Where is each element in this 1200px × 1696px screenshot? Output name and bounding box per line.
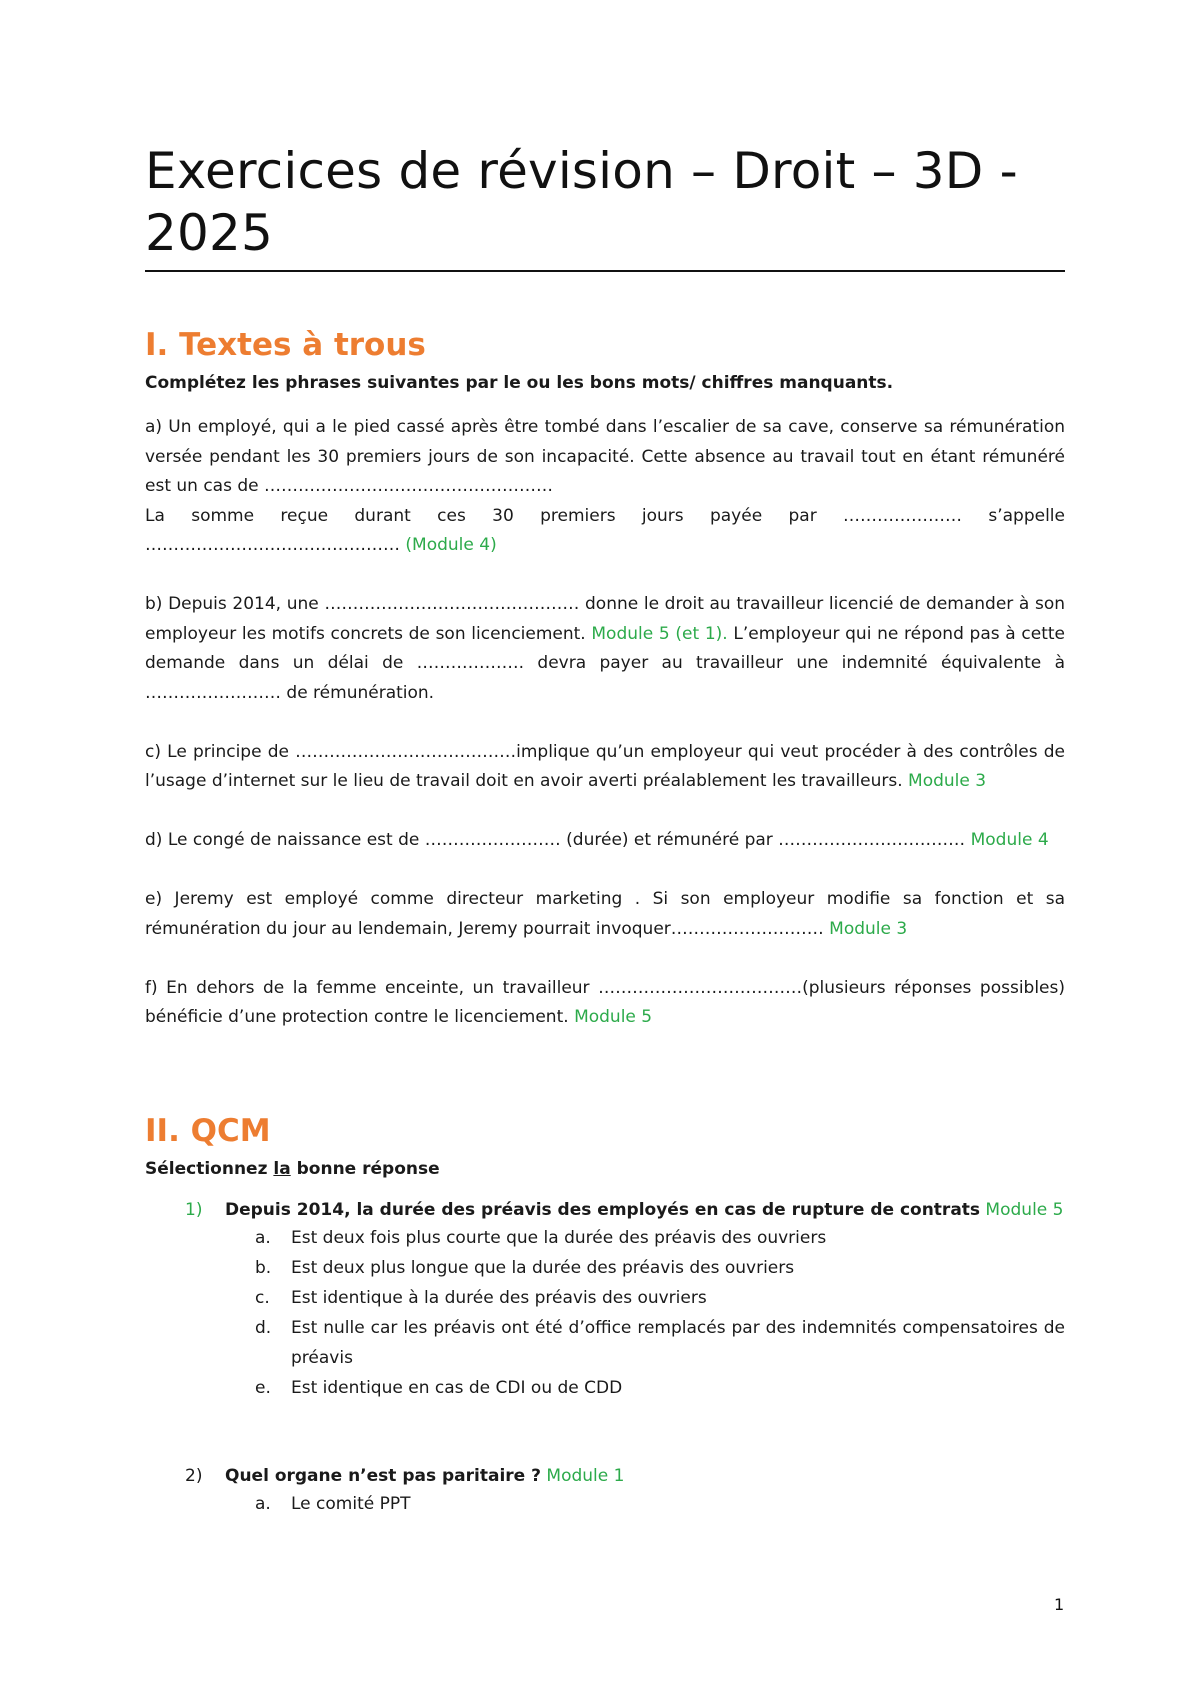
module-reference: Module 3 [908,771,987,791]
document-title: Exercices de révision – Droit – 3D - 2025 [145,142,1018,262]
question-1-option-d: d. Est nulle car les préavis ont été d’office remplacés par des indemnités compensatoires de préavis [255,1317,1065,1368]
question-1-option-c: c. Est identique à la durée des préavis des ouvriers [255,1287,707,1308]
module-reference: Module 3 [829,918,908,939]
question-2-title: 2) Quel organe n’est pas paritaire ? Module 1 [185,1465,625,1486]
title-underline [145,270,1065,272]
section-2-heading: II. QCM [145,1112,271,1149]
exercise-a-text-2: La somme reçue durant ces 30 premiers jours payée par ………………… s’appelle ……………………………………… (Module 4) [145,505,1065,555]
exercise-a [145,413,1065,561]
exercise-d: d) Le congé de naissance est de …………………… (durée) et rémunéré par …………………………… Module 4 [145,830,1049,850]
question-1-option-a: a. Est deux fois plus courte que la durée des préavis des ouvriers [255,1227,827,1248]
section-1-heading: I. Textes à trous [145,327,426,363]
module-reference: Module 4 [970,830,1049,850]
question-1 [145,1197,1065,1403]
exercise-f: f) En dehors de la femme enceinte, un travailleur ………………………………(plusieurs réponses possibles) bénéficie d’une protection contre le licenciement. Module 5 [145,977,1065,1027]
question-1-option-e: e. Est identique en cas de CDI ou de CDD [255,1377,623,1398]
exercise-e: e) Jeremy est employé comme directeur marketing . Si son employeur modifie sa fonction et sa rémunération du jour au lendemain, Jeremy pourrait invoquer……………………… Module 3 [145,889,1065,939]
module-reference: Module 5 (et 1). [591,623,728,644]
exercise-a-text-1: a) Un employé, qui a le pied cassé après être tombé dans l’escalier de sa cave, conserve sa rémunération versée pendant les 30 premiers jours de son incapacité. Cette absence au travail tout en étant rémunéré est un cas de …………………………………………… [145,417,1065,496]
module-reference: Module 5 [980,1199,1064,1220]
question-1-option-b: b. Est deux plus longue que la durée des préavis des ouvriers [255,1257,795,1278]
question-2-option-a: a. Le comité PPT [255,1493,411,1514]
page-number: 1 [1054,1595,1065,1614]
question-2 [145,1463,1065,1519]
section-2-instruction: Sélectionnez la bonne réponse [145,1158,440,1179]
module-reference: (Module 4) [405,535,497,555]
document-page [145,140,1065,1519]
module-reference: Module 1 [541,1465,625,1486]
question-1-title: 1) Depuis 2014, la durée des préavis des employés en cas de rupture de contrats Module 5 [185,1199,1064,1220]
section-1-instruction: Complétez les phrases suivantes par le ou les bons mots/ chiffres manquants. [145,373,894,393]
exercise-b: b) Depuis 2014, une ……………………………………… donne le droit au travailleur licencié de demander à son employeur les motifs concrets de son licenciement. Module 5 (et 1). L’employeur qui ne répond pas à cette demande dans un délai de ………………. devra payer au travailleur une indemnité équivalente à …………………… de rémunération. [145,594,1065,703]
exercise-c: c) Le principe de …………………………………implique qu’un employeur qui veut procéder à des contrôles de l’usage d’internet sur le lieu de travail doit en avoir averti préalablement les travailleurs. Module 3 [145,741,1065,791]
module-reference: Module 5 [574,1007,653,1027]
